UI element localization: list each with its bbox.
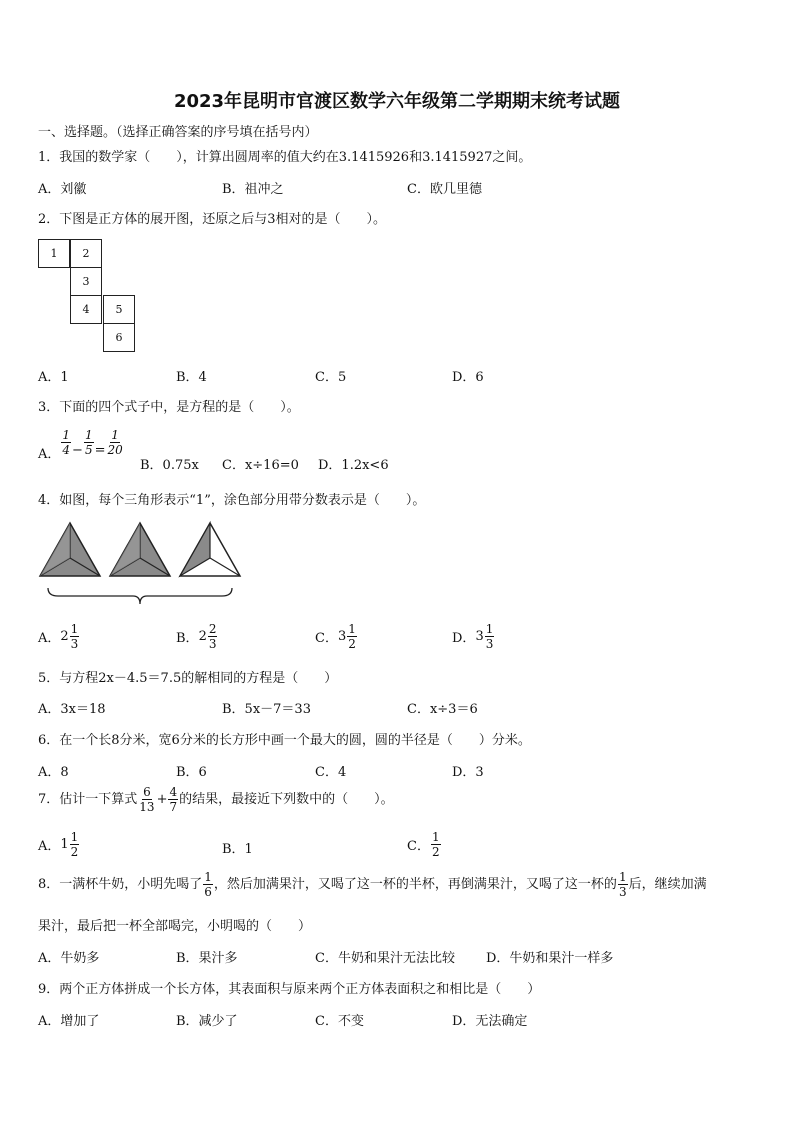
option-label: D．	[452, 631, 476, 646]
net-cell-5: 5	[103, 295, 135, 324]
q9-option-b[interactable]: B．减少了	[176, 1014, 238, 1029]
q5-option-a[interactable]: A．3x＝18	[38, 702, 106, 717]
numerator: 2	[208, 622, 217, 636]
question-7-stem	[38, 785, 394, 814]
numerator: 1	[348, 622, 356, 636]
numerator: 1	[62, 428, 71, 442]
q1-option-c[interactable]: C．欧几里德	[407, 182, 482, 197]
numerator: 1	[84, 428, 93, 442]
q7-option-b[interactable]: B．1	[222, 842, 253, 857]
question-3-stem: 3．下面的四个式子中，是方程的是（ ）。	[38, 400, 300, 415]
question-5-stem: 5．与方程2x－4.5＝7.5的解相同的方程是（ ）	[38, 671, 338, 686]
net-cell-3: 3	[70, 267, 102, 296]
q3-a-frac-2	[84, 428, 94, 457]
numerator: 1	[70, 622, 79, 636]
q4-option-c[interactable]	[315, 622, 358, 651]
q6-option-b[interactable]: B．6	[176, 765, 207, 780]
question-9-stem: 9．两个正方体拼成一个长方体，其表面积与原来两个正方体表面积之和相比是（ ）	[38, 982, 541, 997]
option-label: C．	[315, 631, 338, 646]
q5-option-c[interactable]: C．x÷3＝6	[407, 702, 478, 717]
stem-text: ，然后加满果汁，又喝了这一杯的半杯，再倒满果汁，又喝了这一杯的	[213, 877, 617, 892]
question-8-stem-line-2: 果汁，最后把一杯全部喝完，小明喝的（ ）	[38, 919, 312, 934]
q3-option-c[interactable]: C．x÷16=0	[222, 458, 299, 473]
q6-option-c[interactable]: C．4	[315, 765, 347, 780]
numerator: 4	[169, 785, 178, 799]
q3-a-label: A．	[38, 447, 61, 462]
q2-option-a[interactable]: A．1	[38, 370, 69, 385]
numerator: 6	[143, 785, 151, 799]
q8-option-b[interactable]: B．果汁多	[176, 951, 238, 966]
triangles-figure	[38, 520, 243, 610]
q7-option-c[interactable]	[407, 830, 442, 859]
option-label: C．	[407, 839, 430, 854]
question-1-stem: 1．我国的数学家（ ），计算出圆周率的值大约在3.1415926和3.1415927之间。	[38, 150, 532, 165]
q5-option-b[interactable]: B．5x－7＝33	[222, 702, 311, 717]
stem-text: 7．估计一下算式	[38, 792, 138, 807]
minus-sign: −	[72, 443, 83, 458]
q2-option-c[interactable]: C．5	[315, 370, 347, 385]
denominator: 2	[431, 845, 440, 859]
question-2-stem: 2．下图是正方体的展开图，还原之后与3相对的是（ ）。	[38, 212, 387, 227]
stem-text: 的结果，最接近下列数中的（ ）。	[179, 792, 394, 807]
stem-text: 8．一满杯牛奶，小明先喝了	[38, 877, 203, 892]
denominator: 3	[618, 885, 627, 899]
denominator: 6	[204, 885, 212, 899]
whole-part: 3	[475, 629, 484, 644]
option-label: A．	[38, 631, 61, 646]
denominator: 2	[348, 637, 356, 651]
section-heading: 一、选择题。（选择正确答案的序号填在括号内）	[38, 125, 318, 140]
whole-part: 1	[60, 837, 69, 852]
option-label: A．	[38, 839, 61, 854]
brace-icon	[48, 588, 232, 604]
denominator: 4	[62, 443, 71, 457]
question-6-stem: 6．在一个长8分米，宽6分米的长方形中画一个最大的圆，圆的半径是（ ）分米。	[38, 733, 531, 748]
q3-option-d[interactable]: D．1.2x<6	[318, 458, 389, 473]
numerator: 1	[204, 870, 212, 884]
net-cell-6: 6	[103, 323, 135, 352]
triangle-3-icon	[180, 523, 240, 576]
q3-a-frac-1	[61, 428, 71, 457]
denominator: 5	[84, 443, 93, 457]
question-8-stem-line-1	[38, 870, 707, 899]
equals-sign: =	[94, 443, 106, 458]
q8-option-c[interactable]: C．牛奶和果汁无法比较	[315, 951, 455, 966]
page-title: 2023年昆明市官渡区数学六年级第二学期期末统考试题	[173, 91, 621, 112]
q8-option-a[interactable]: A．牛奶多	[38, 951, 100, 966]
q2-option-d[interactable]: D．6	[452, 370, 484, 385]
denominator: 20	[107, 443, 123, 457]
plus-sign: +	[156, 792, 168, 807]
whole-part: 2	[198, 629, 207, 644]
stem-text: 后，继续加满	[628, 877, 707, 892]
denominator: 7	[169, 800, 178, 814]
triangle-1-icon	[40, 523, 100, 576]
denominator: 13	[139, 800, 155, 814]
q8-option-d[interactable]: D．牛奶和果汁一样多	[486, 951, 614, 966]
q3-a-frac-3	[106, 428, 123, 457]
q2-option-b[interactable]: B．4	[176, 370, 207, 385]
q1-option-b[interactable]: B．祖冲之	[222, 182, 284, 197]
denominator: 3	[70, 637, 79, 651]
q6-option-a[interactable]: A．8	[38, 765, 69, 780]
numerator: 1	[431, 830, 440, 844]
numerator: 1	[111, 428, 119, 442]
net-cell-1: 1	[38, 239, 70, 268]
whole-part: 3	[337, 629, 347, 644]
denominator: 3	[485, 637, 494, 651]
denominator: 2	[70, 845, 79, 859]
q4-option-d[interactable]	[452, 622, 495, 651]
q9-option-a[interactable]: A．增加了	[38, 1014, 100, 1029]
q1-option-a[interactable]: A．刘徽	[38, 182, 87, 197]
denominator: 3	[208, 637, 217, 651]
q3-option-a[interactable]	[38, 428, 125, 462]
q7-option-a[interactable]	[38, 830, 80, 859]
numerator: 1	[485, 622, 494, 636]
numerator: 1	[618, 870, 627, 884]
net-cell-4: 4	[70, 295, 102, 324]
triangle-2-icon	[110, 523, 170, 576]
question-4-stem: 4．如图，每个三角形表示“1”，涂色部分用带分数表示是（ ）。	[38, 493, 426, 508]
q6-option-d[interactable]: D．3	[452, 765, 484, 780]
q4-option-a[interactable]	[38, 622, 80, 651]
whole-part: 2	[60, 629, 69, 644]
q4-option-b[interactable]	[176, 622, 218, 651]
q9-option-c[interactable]: C．不变	[315, 1014, 364, 1029]
q9-option-d[interactable]: D．无法确定	[452, 1014, 528, 1029]
numerator: 1	[70, 830, 79, 844]
net-cell-2: 2	[70, 239, 102, 268]
q3-option-b[interactable]: B．0.75x	[140, 458, 199, 473]
option-label: B．	[176, 631, 199, 646]
